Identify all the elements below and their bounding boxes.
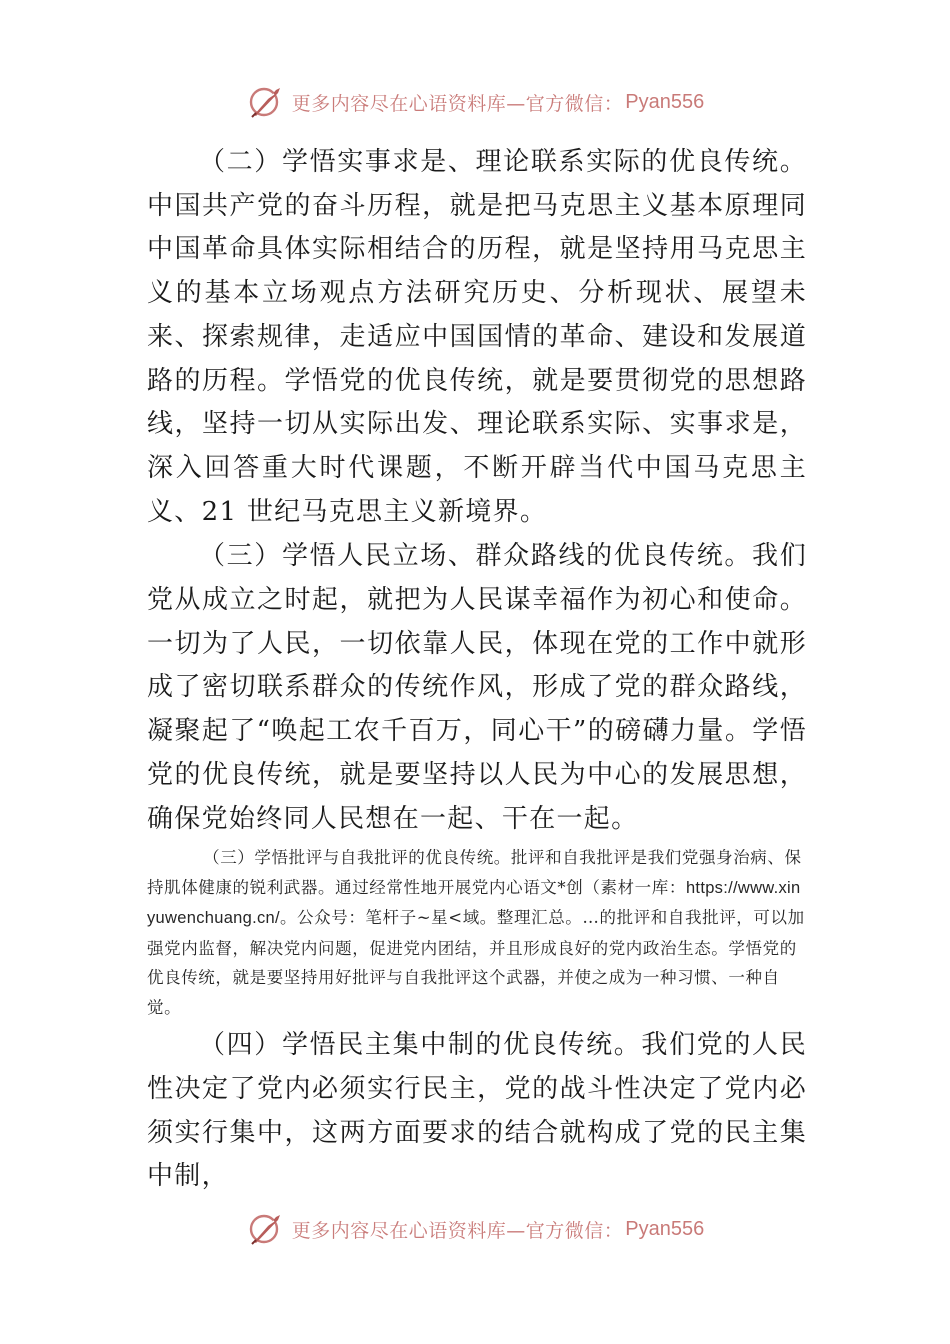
paragraph-section-2: （二）学悟实事求是、理论联系实际的优良传统。中国共产党的奋斗历程，就是把马克思主义基本原理同中国革命具体实际相结合的历程，就是坚持用马克思主义的基本立场观点方法研究历史、分析现状、展望未来、探索规律，走适应中国国情的革命、建设和发展道路的历程。学悟党的优良传统，就是要贯彻党的思想路线，坚持一切从实际出发、理论联系实际、实事求是，深入回答重大时代课题，不断开辟当代中国马克思主义、21 世纪马克思主义新境界。 bbox=[147, 147, 807, 527]
quill-pen-logo-icon bbox=[246, 82, 286, 122]
header-banner-wechat-id: Pyan556 bbox=[625, 90, 705, 113]
footer-watermark-banner bbox=[0, 1207, 950, 1251]
footer-banner-text: 更多内容尽在心语资料库—官方微信： bbox=[291, 1219, 624, 1242]
header-watermark-banner bbox=[0, 80, 950, 124]
header-banner-text: 更多内容尽在心语资料库—官方微信： bbox=[291, 92, 624, 115]
paragraph-section-3-people: （三）学悟人民立场、群众路线的优良传统。我们党从成立之时起，就把为人民谋幸福作为初心和使命。一切为了人民，一切依靠人民，体现在党的工作中就形成了密切联系群众的传统作风，形成了党的群众路线，凝聚起了“唤起工农千百万，同心干”的磅礴力量。学悟党的优良传统，就是要坚持以人民为中心的发展思想，确保党始终同人民想在一起、干在一起。 bbox=[147, 541, 807, 834]
paragraph-section-3-criticism bbox=[147, 843, 807, 1022]
source-url-text: https://www.xinyuwenchuang.cn/ bbox=[147, 878, 801, 928]
criticism-text-part2: 。公众号：笔杆子~星<域。整理汇总。…的批评和自我批评，可以加强党内监督，解决党内问题，促进党内团结，并且形成良好的党内政治生态。学悟党的优良传统，就是要坚持用好批评与自我批评这个武器，并使之成为一种习惯、一种自觉。 bbox=[147, 908, 805, 1017]
criticism-text-part1: （三）学悟批评与自我批评的优良传统。批评和自我批评是我们党强身治病、保持肌体健康的锐利武器。通过经常性地开展党内心语文*创（素材一库： bbox=[147, 848, 802, 897]
quill-pen-logo-icon bbox=[246, 1209, 286, 1249]
paragraph-section-4: （四）学悟民主集中制的优良传统。我们党的人民性决定了党内必须实行民主，党的战斗性决定了党内必须实行集中，这两方面要求的结合就构成了党的民主集中制， bbox=[147, 1030, 807, 1192]
document-body bbox=[147, 141, 807, 1199]
footer-banner-wechat-id: Pyan556 bbox=[625, 1217, 705, 1240]
